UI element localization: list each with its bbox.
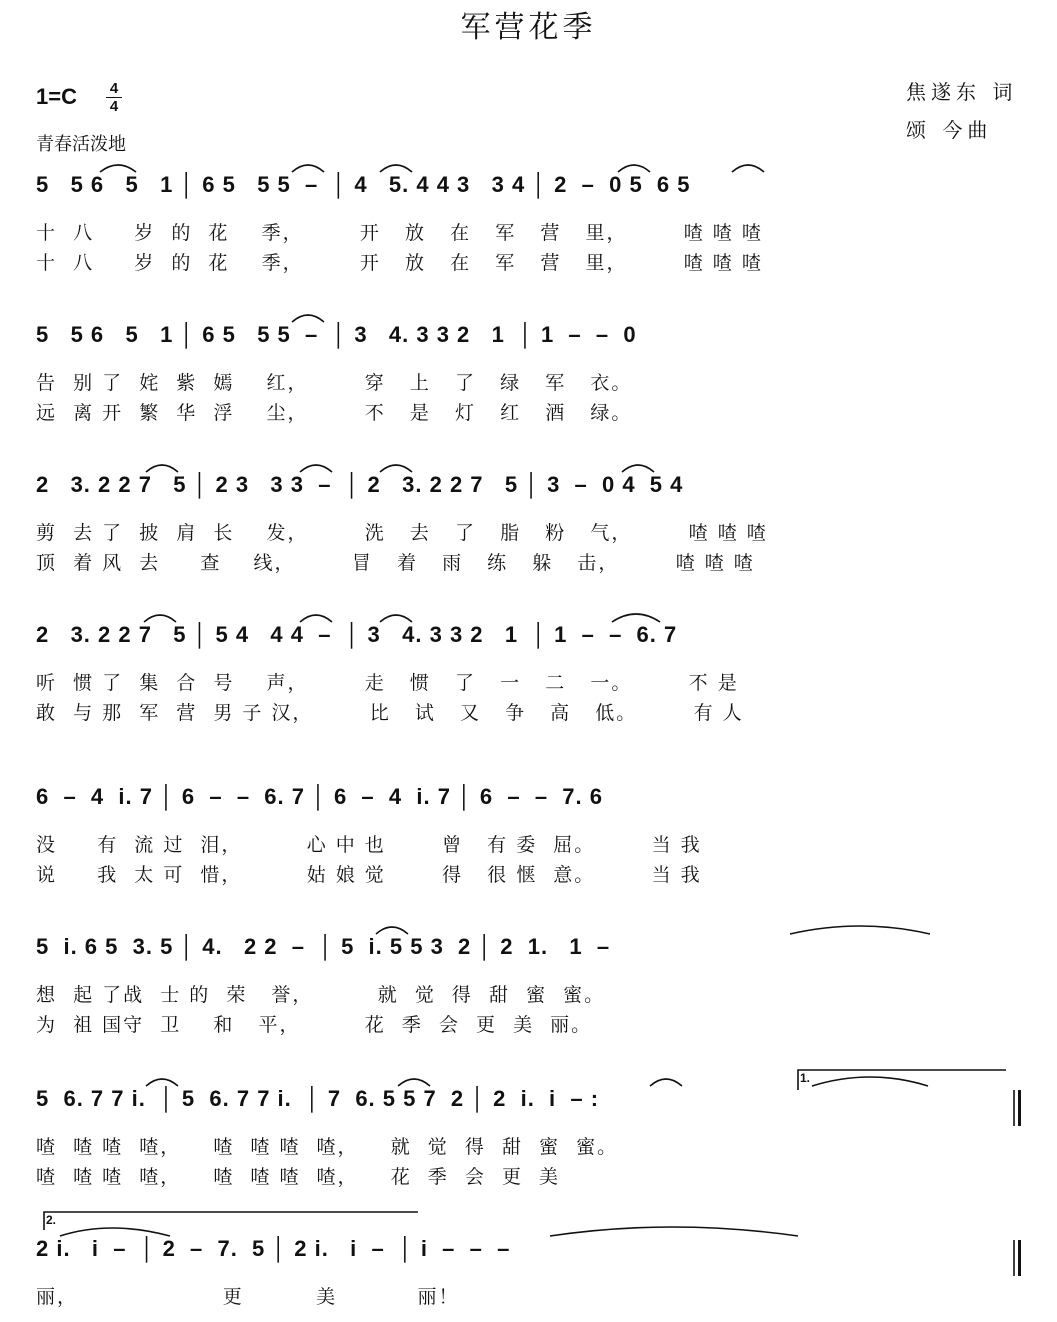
key-signature: 1=C xyxy=(36,84,77,109)
tie-mark xyxy=(790,926,930,934)
tie-mark xyxy=(300,615,332,622)
tie-mark xyxy=(146,465,178,472)
notation-line: 2 3. 2 2 7 5 │ 2 3 3 3 – │ 2 3. 2 2 7 5 │ 3 – 0 4 5 4 xyxy=(36,472,684,497)
tie-mark xyxy=(398,1079,430,1086)
tie-mark xyxy=(144,615,176,622)
tie-mark xyxy=(292,315,324,322)
notation-line: 2 i. i – │ 2 – 7. 5 │ 2 i. i – │ i – – – xyxy=(36,1236,511,1261)
tie-mark xyxy=(622,465,654,472)
tie-mark xyxy=(612,614,660,622)
tie-mark xyxy=(550,1227,798,1236)
lyrics-verse-2: 远 离 开 繁 华 浮 尘， 不 是 灯 红 酒 绿。 xyxy=(36,402,633,424)
notation-line: 6 – 4 i. 7 │ 6 – – 6. 7 │ 6 – 4 i. 7 │ 6 – – 7. 6 xyxy=(36,784,603,809)
lyrics-verse-2: 十 八 岁 的 花 季， 开 放 在 军 营 里， 喳 喳 喳 xyxy=(36,252,763,274)
volta-1-label: 1. xyxy=(800,1071,811,1085)
notation-line: 5 5 6 5 1 │ 6 5 5 5 – │ 3 4. 3 3 2 1 │ 1 – – 0 xyxy=(36,322,637,347)
tie-mark xyxy=(380,615,412,622)
tie-mark xyxy=(618,165,650,172)
lyrics-verse-1: 没 有 流 过 泪， 心 中 也 曾 有 委 屈。 当 我 xyxy=(36,834,702,856)
lyrics-verse-2: 顶 着 风 去 查 线， 冒 着 雨 练 躲 击， 喳 喳 喳 xyxy=(36,552,755,574)
tie-mark xyxy=(812,1077,928,1086)
tie-mark xyxy=(376,927,408,934)
tie-mark xyxy=(732,165,764,172)
tie-mark xyxy=(300,465,332,472)
lyrics-verse-1: 剪 去 了 披 肩 长 发， 洗 去 了 脂 粉 气， 喳 喳 喳 xyxy=(36,522,768,544)
notation-line: 5 i. 6 5 3. 5 │ 4. 2 2 – │ 5 i. 5 5 3 2 │ 2 1. 1 – xyxy=(36,934,611,959)
lyrics-verse-2: 喳 喳 喳 喳， 喳 喳 喳 喳， 花 季 会 更 美 xyxy=(36,1166,561,1188)
tie-mark xyxy=(380,165,412,172)
lyrics-verse-1: 告 别 了 姹 紫 嫣 红， 穿 上 了 绿 军 衣。 xyxy=(36,372,633,394)
tie-mark xyxy=(292,165,324,172)
notation-line: 2 3. 2 2 7 5 │ 5 4 4 4 – │ 3 4. 3 3 2 1 │ 1 – – 6. 7 xyxy=(36,622,678,647)
lyrics-verse-1: 听 惯 了 集 合 号 声， 走 惯 了 一 二 一。 不 是 xyxy=(36,672,739,694)
volta-2-bracket xyxy=(44,1212,418,1230)
lyricist-credit: 焦遂东 词 xyxy=(906,80,1018,104)
tie-mark xyxy=(380,465,412,472)
volta-2-label: 2. xyxy=(46,1213,57,1227)
song-title: 军营花季 xyxy=(460,10,597,45)
lyrics-verse-1: 想 起 了战 士 的 荣 誉， 就 觉 得 甜 蜜 蜜。 xyxy=(36,984,606,1006)
lyrics-verse-1: 喳 喳 喳 喳， 喳 喳 喳 喳， 就 觉 得 甜 蜜 蜜。 xyxy=(36,1136,619,1158)
notation-line: 5 5 6 5 1 │ 6 5 5 5 – │ 4 5. 4 4 3 3 4 │ 2 – 0 5 6 5 xyxy=(36,172,691,197)
tie-mark xyxy=(100,165,136,172)
lyrics-verse-1: 丽， 更 美 丽！ xyxy=(36,1286,460,1308)
notation-line: 5 6. 7 7 i. │ 5 6. 7 7 i. │ 7 6. 5 5 7 2 │ 2 i. i – : xyxy=(36,1086,600,1111)
lyrics-verse-2: 说 我 太 可 惜， 姑 娘 觉 得 很 惬 意。 当 我 xyxy=(36,864,702,886)
time-signature-bottom: 4 xyxy=(109,98,119,115)
tie-mark xyxy=(146,1079,178,1086)
tie-mark xyxy=(60,1228,170,1236)
lyrics-verse-2: 敢 与 那 军 营 男 子 汉， 比 试 又 争 高 低。 有 人 xyxy=(36,702,744,724)
lyrics-verse-1: 十 八 岁 的 花 季， 开 放 在 军 营 里， 喳 喳 喳 xyxy=(36,222,763,244)
time-signature-top: 4 xyxy=(109,80,119,97)
tie-mark xyxy=(650,1079,682,1086)
composer-credit: 颂 今曲 xyxy=(906,118,993,142)
tempo-marking: 青春活泼地 xyxy=(36,134,126,155)
time-signature xyxy=(104,80,124,115)
lyrics-verse-2: 为 祖 国守 卫 和 平， 花 季 会 更 美 丽。 xyxy=(36,1014,593,1036)
